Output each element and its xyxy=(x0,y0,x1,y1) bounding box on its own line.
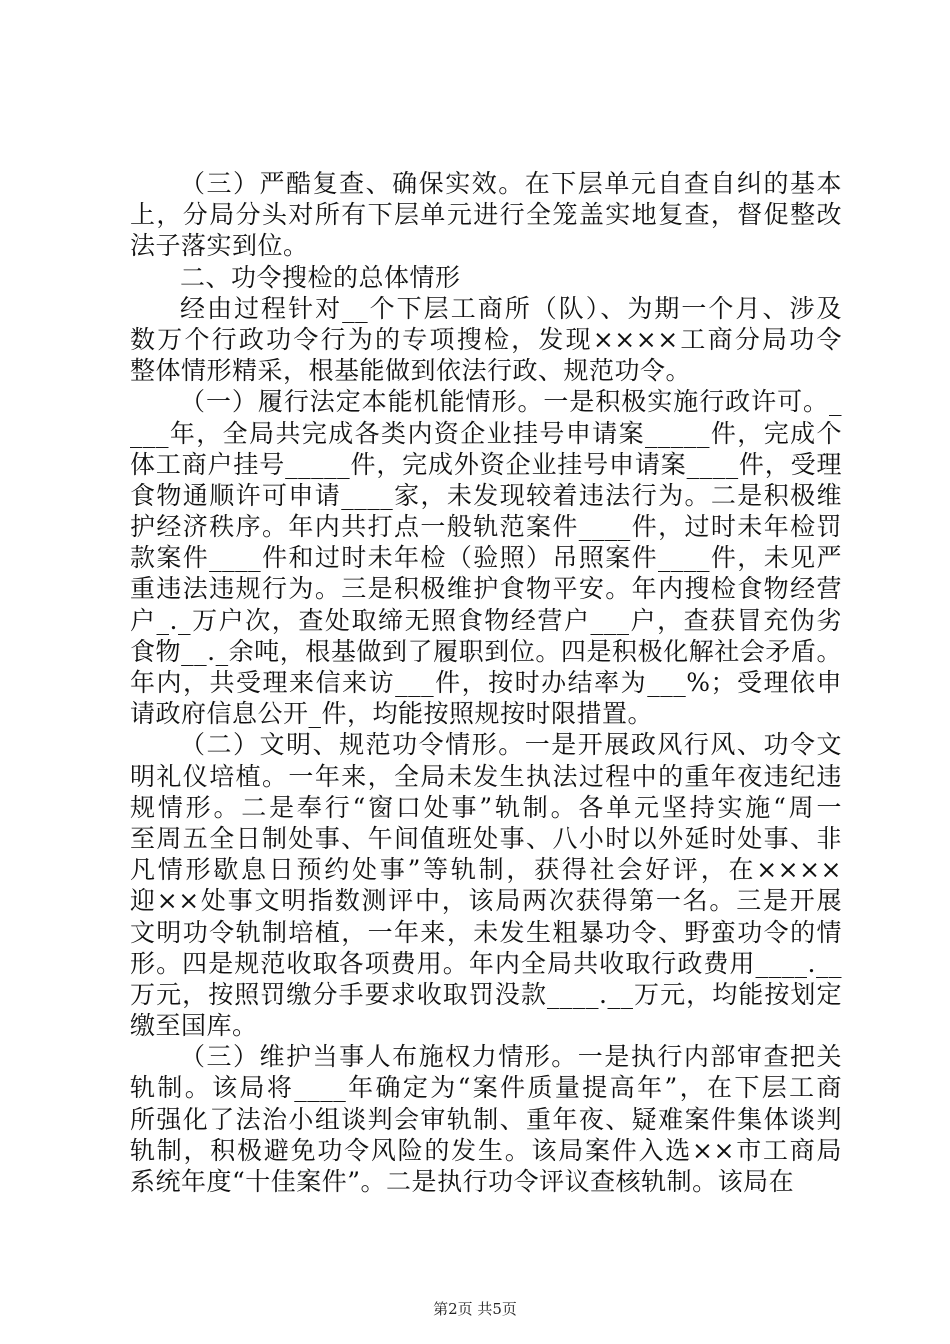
text-line: 规情形。二是奉行“窗口处事”轨制。各单元坚持实施“周一 xyxy=(130,792,842,822)
text-line: 至周五全日制处事、午间值班处事、八小时以外延时处事、非 xyxy=(130,823,842,853)
text-line: 明礼仪培植。一年来，全局未发生执法过程中的重年夜违纪违 xyxy=(130,761,842,791)
text-line: 凡情形歇息日预约处事”等轨制，获得社会好评，在×××× xyxy=(130,855,842,885)
text-line: 食物__._余吨，根基做到了履职到位。四是积极化解社会矛盾。 xyxy=(130,636,842,666)
text-line: （二）文明、规范功令情形。一是开展政风行风、功令文 xyxy=(180,730,842,760)
paragraph xyxy=(130,1041,842,1197)
text-line: 系统年度“十佳案件”。二是执行功令评议查核轨制。该局在 xyxy=(130,1167,795,1196)
paragraph xyxy=(130,386,842,729)
text-line: 轨制。该局将____年确定为“案件质量提高年”，在下层工商 xyxy=(130,1073,842,1103)
text-line: 二、功令搜检的总体情形 xyxy=(180,262,461,292)
text-line: 数万个行政功令行为的专项搜检，发现××××工商分局功令 xyxy=(130,324,842,354)
text-line: 迎××处事文明指数测评中，该局两次获得第一名。三是开展 xyxy=(130,886,842,916)
text-line: 缴至国库。 xyxy=(130,1011,258,1041)
text-line: 经由过程针对__个下层工商所（队）、为期一个月、涉及 xyxy=(180,293,842,323)
paragraph xyxy=(130,293,842,387)
text-line: 文明功令轨制培植，一年来，未发生粗暴功令、野蛮功令的情 xyxy=(130,917,842,947)
text-line: 户_._万户次，查处取缔无照食物经营户___户，查获冒充伪劣 xyxy=(130,605,842,635)
text-line: 请政府信息公开_件，均能按照规按时限措置。 xyxy=(130,699,654,729)
document-body xyxy=(130,168,842,1197)
text-line: 重违法违规行为。三是积极维护食物平安。年内搜检食物经营 xyxy=(130,574,842,604)
paragraph xyxy=(130,168,842,262)
text-line: 万元，按照罚缴分手要求收取罚没款____.__万元，均能按划定 xyxy=(130,979,842,1009)
text-line: （一）履行法定本能机能情形。一是积极实施行政许可。_ xyxy=(180,387,842,417)
text-line: 法子落实到位。 xyxy=(130,231,309,261)
page-footer: 第2页 共5页 xyxy=(433,1300,517,1318)
paragraph xyxy=(130,729,842,1041)
text-line: 护经济秩序。年内共打点一般轨范案件____件，过时未年检罚 xyxy=(130,512,842,542)
text-line: 体工商户挂号_____件，完成外资企业挂号申请案____件，受理 xyxy=(130,449,842,479)
text-line: （三）维护当事人布施权力情形。一是执行内部审查把关 xyxy=(180,1042,842,1072)
text-line: 年内，共受理来信来访___件，按时办结率为___%；受理依申 xyxy=(130,668,842,697)
text-line: 整体情形精采，根基能做到依法行政、规范功令。 xyxy=(130,356,692,386)
text-line: （三）严酷复查、确保实效。在下层单元自查自纠的基本 xyxy=(180,169,842,198)
text-line: 款案件____件和过时未年检（验照）吊照案件____件，未见严 xyxy=(130,543,842,573)
text-line: 所强化了法治小组谈判会审轨制、重年夜、疑难案件集体谈判 xyxy=(130,1104,842,1134)
text-line: 轨制，积极避免功令风险的发生。该局案件入选××市工商局 xyxy=(130,1135,842,1165)
text-line: 形。四是规范收取各项费用。年内全局共收取行政费用____.__ xyxy=(130,948,842,978)
text-line: ___年，全局共完成各类内资企业挂号申请案_____件，完成个 xyxy=(130,418,842,448)
text-line: 上，分局分头对所有下层单元进行全笼盖实地复查，督促整改 xyxy=(130,200,842,230)
text-line: 食物通顺许可申请____家，未发现较着违法行为。二是积极维 xyxy=(130,480,842,510)
section-heading xyxy=(130,262,842,293)
